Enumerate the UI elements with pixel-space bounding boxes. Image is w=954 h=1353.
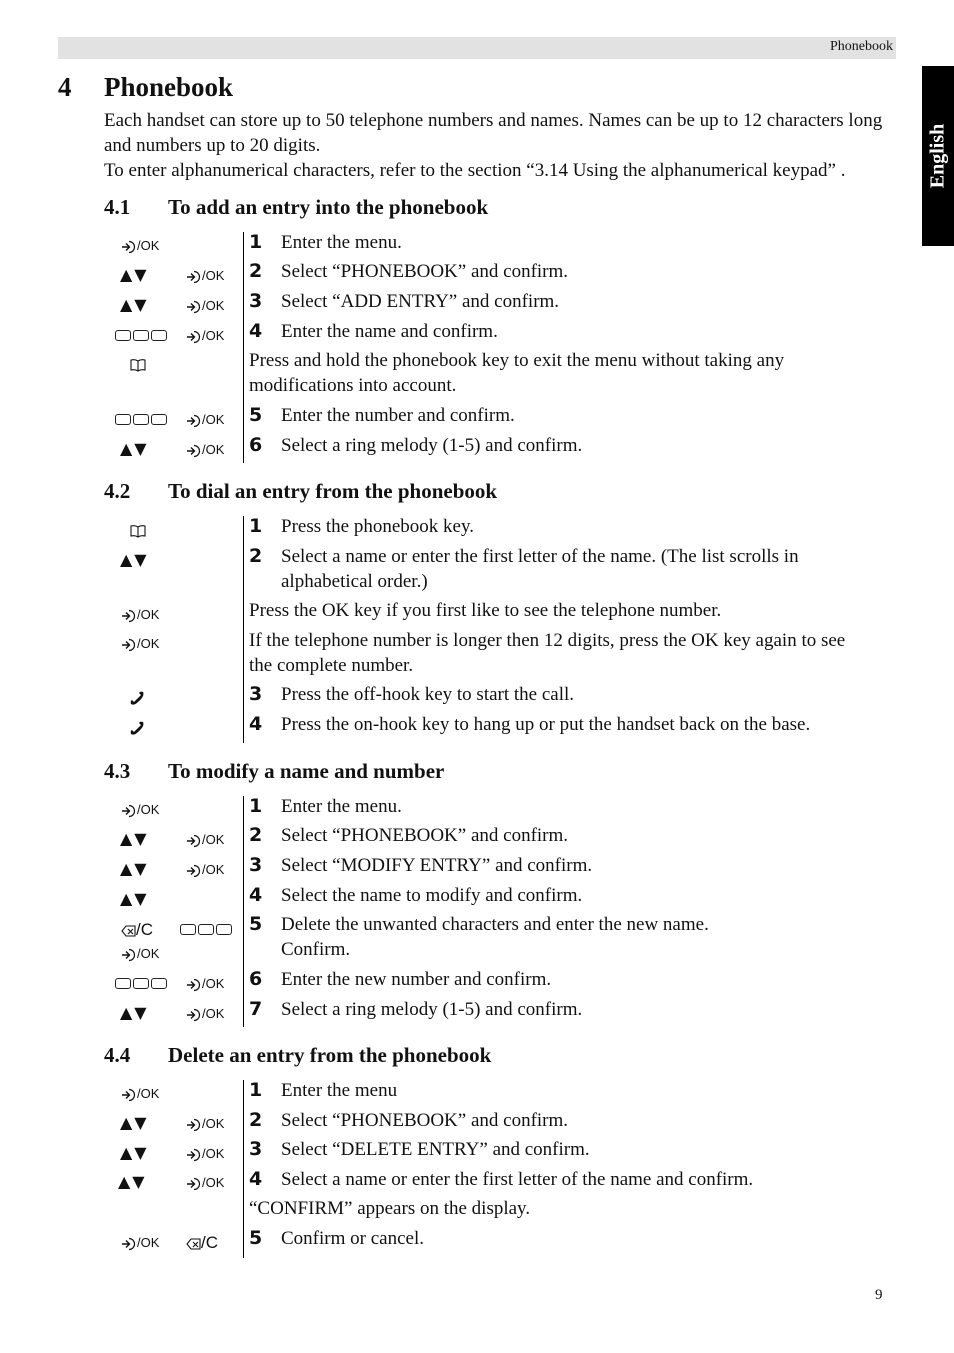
ok-key-icon: /OK [186,442,224,458]
intro-text [104,108,904,183]
note-text: modifications into account. [249,375,457,396]
navigation-arrows-icon: ▲▼ [120,889,149,908]
intro-paragraph: Each handset can store up to 50 telephone numbers and names. Names can be up to 12 characters long and numbers up to 20 digits. [104,110,883,156]
step-text: Select the name to modify and confirm. [281,885,583,906]
section-number: 4.4 [104,1043,131,1067]
chapter-number: 4 [58,72,72,102]
ok-key-icon: /OK [186,268,224,284]
navigation-arrows-icon: ▲▼ [120,550,149,569]
section-heading [104,195,488,220]
section-title: To add an entry into the phonebook [168,195,489,219]
ok-key-icon: /OK [186,328,224,344]
step-text: Select “DELETE ENTRY” and confirm. [281,1139,590,1160]
section-number: 4.3 [104,759,131,783]
on-hook-key-icon [129,720,147,737]
navigation-arrows-icon: ▲▼ [120,1113,149,1132]
step-text: Select a name or enter the first letter of the name and confirm. [281,1169,754,1190]
language-tab-label: English [926,123,949,189]
ok-key-icon: /OK [186,298,224,314]
alphanumeric-keypad-icon [115,330,167,341]
running-header-title: Phonebook [830,39,893,54]
ok-key-icon: /OK [121,802,159,818]
step-text: Select “PHONEBOOK” and confirm. [281,825,569,846]
step-text: Enter the new number and confirm. [281,969,552,990]
step-text: alphabetical order.) [281,571,428,592]
ok-key-icon: /OK [186,832,224,848]
step-text: Select “PHONEBOOK” and confirm. [281,261,569,282]
ok-key-icon: /OK [186,1006,224,1022]
section-heading [104,759,444,784]
step-text: Enter the menu [281,1080,398,1101]
intro-paragraph: To enter alphanumerical characters, refer to the section “3.14 Using the alphanumerical keypad” . [104,160,846,181]
step-number: 4 [249,320,263,342]
step-text: Press the phonebook key. [281,516,474,537]
chapter-title: Phonebook [104,72,234,102]
note-text: the complete number. [249,655,414,676]
section-divider [243,232,244,463]
section-number: 4.1 [104,195,131,219]
step-text: Select “PHONEBOOK” and confirm. [281,1110,569,1131]
step-number: 2 [249,824,263,846]
navigation-arrows-icon: ▲▼ [120,1003,149,1022]
navigation-arrows-icon: ▲▼ [118,1172,147,1191]
ok-key-icon: /OK [121,607,159,623]
ok-key-icon: /OK [186,1116,224,1132]
off-hook-key-icon [129,690,147,707]
clear-key-icon: /C [186,1233,218,1253]
step-number: 3 [249,854,263,876]
ok-key-icon: /OK [186,1146,224,1162]
ok-key-icon: /OK [121,1086,159,1102]
step-number: 2 [249,1109,263,1131]
step-number: 1 [249,1079,263,1101]
step-text: Enter the menu. [281,796,402,817]
navigation-arrows-icon: ▲▼ [120,295,149,314]
section-divider [243,796,244,1027]
section-heading [104,479,497,504]
step-text: Select a name or enter the first letter of the name. (The list scrolls in [281,546,799,567]
alphanumeric-keypad-icon [115,414,167,425]
ok-key-icon: /OK [121,1235,159,1251]
step-number: 3 [249,290,263,312]
ok-key-icon: /OK [121,946,159,962]
clear-key-icon: /C [121,920,153,940]
language-tab [922,66,954,246]
step-text: Press the on-hook key to hang up or put the handset back on the base. [281,714,811,735]
step-text: Enter the number and confirm. [281,405,515,426]
note-text: Press the OK key if you first like to see the telephone number. [249,600,722,621]
running-header [58,37,896,59]
section-title: To dial an entry from the phonebook [168,479,498,503]
ok-key-icon: /OK [121,636,159,652]
navigation-arrows-icon: ▲▼ [120,859,149,878]
alphanumeric-keypad-icon [115,978,167,989]
step-number: 4 [249,884,263,906]
ok-key-icon: /OK [186,1175,224,1191]
step-number: 5 [249,404,263,426]
step-text: Delete the unwanted characters and enter the new name. [281,914,709,935]
section-heading [104,1043,491,1068]
step-text: Select “ADD ENTRY” and confirm. [281,291,560,312]
step-text: Enter the menu. [281,232,402,253]
step-number: 1 [249,795,263,817]
step-text: Confirm or cancel. [281,1228,424,1249]
step-text: Select “MODIFY ENTRY” and confirm. [281,855,593,876]
step-text: Select a ring melody (1-5) and confirm. [281,435,583,456]
note-text: “CONFIRM” appears on the display. [249,1198,531,1219]
phonebook-key-icon [130,523,147,539]
step-number: 3 [249,1138,263,1160]
step-number: 4 [249,713,263,735]
step-text: Press the off-hook key to start the call. [281,684,575,705]
step-text: Enter the name and confirm. [281,321,498,342]
alphanumeric-keypad-icon [180,924,232,935]
section-title: To modify a name and number [168,759,445,783]
section-divider [243,516,244,743]
step-number: 1 [249,515,263,537]
note-text: If the telephone number is longer then 12 digits, press the OK key again to see [249,630,846,651]
step-number: 6 [249,968,263,990]
section-title: Delete an entry from the phonebook [168,1043,492,1067]
phonebook-key-icon [130,357,147,373]
step-number: 3 [249,683,263,705]
step-number: 5 [249,1227,263,1249]
page-number: 9 [875,1287,883,1303]
step-text: Confirm. [281,939,351,960]
navigation-arrows-icon: ▲▼ [120,829,149,848]
ok-key-icon: /OK [186,976,224,992]
section-divider [243,1080,244,1258]
step-number: 6 [249,434,263,456]
step-number: 1 [249,231,263,253]
step-number: 7 [249,998,263,1020]
section-number: 4.2 [104,479,131,503]
navigation-arrows-icon: ▲▼ [120,439,149,458]
step-number: 5 [249,913,263,935]
navigation-arrows-icon: ▲▼ [120,265,149,284]
step-number: 2 [249,545,263,567]
ok-key-icon: /OK [121,238,159,254]
ok-key-icon: /OK [186,412,224,428]
ok-key-icon: /OK [186,862,224,878]
step-text: Select a ring melody (1-5) and confirm. [281,999,583,1020]
navigation-arrows-icon: ▲▼ [120,1143,149,1162]
step-number: 2 [249,260,263,282]
note-text: Press and hold the phonebook key to exit the menu without taking any [249,350,785,371]
step-number: 4 [249,1168,263,1190]
